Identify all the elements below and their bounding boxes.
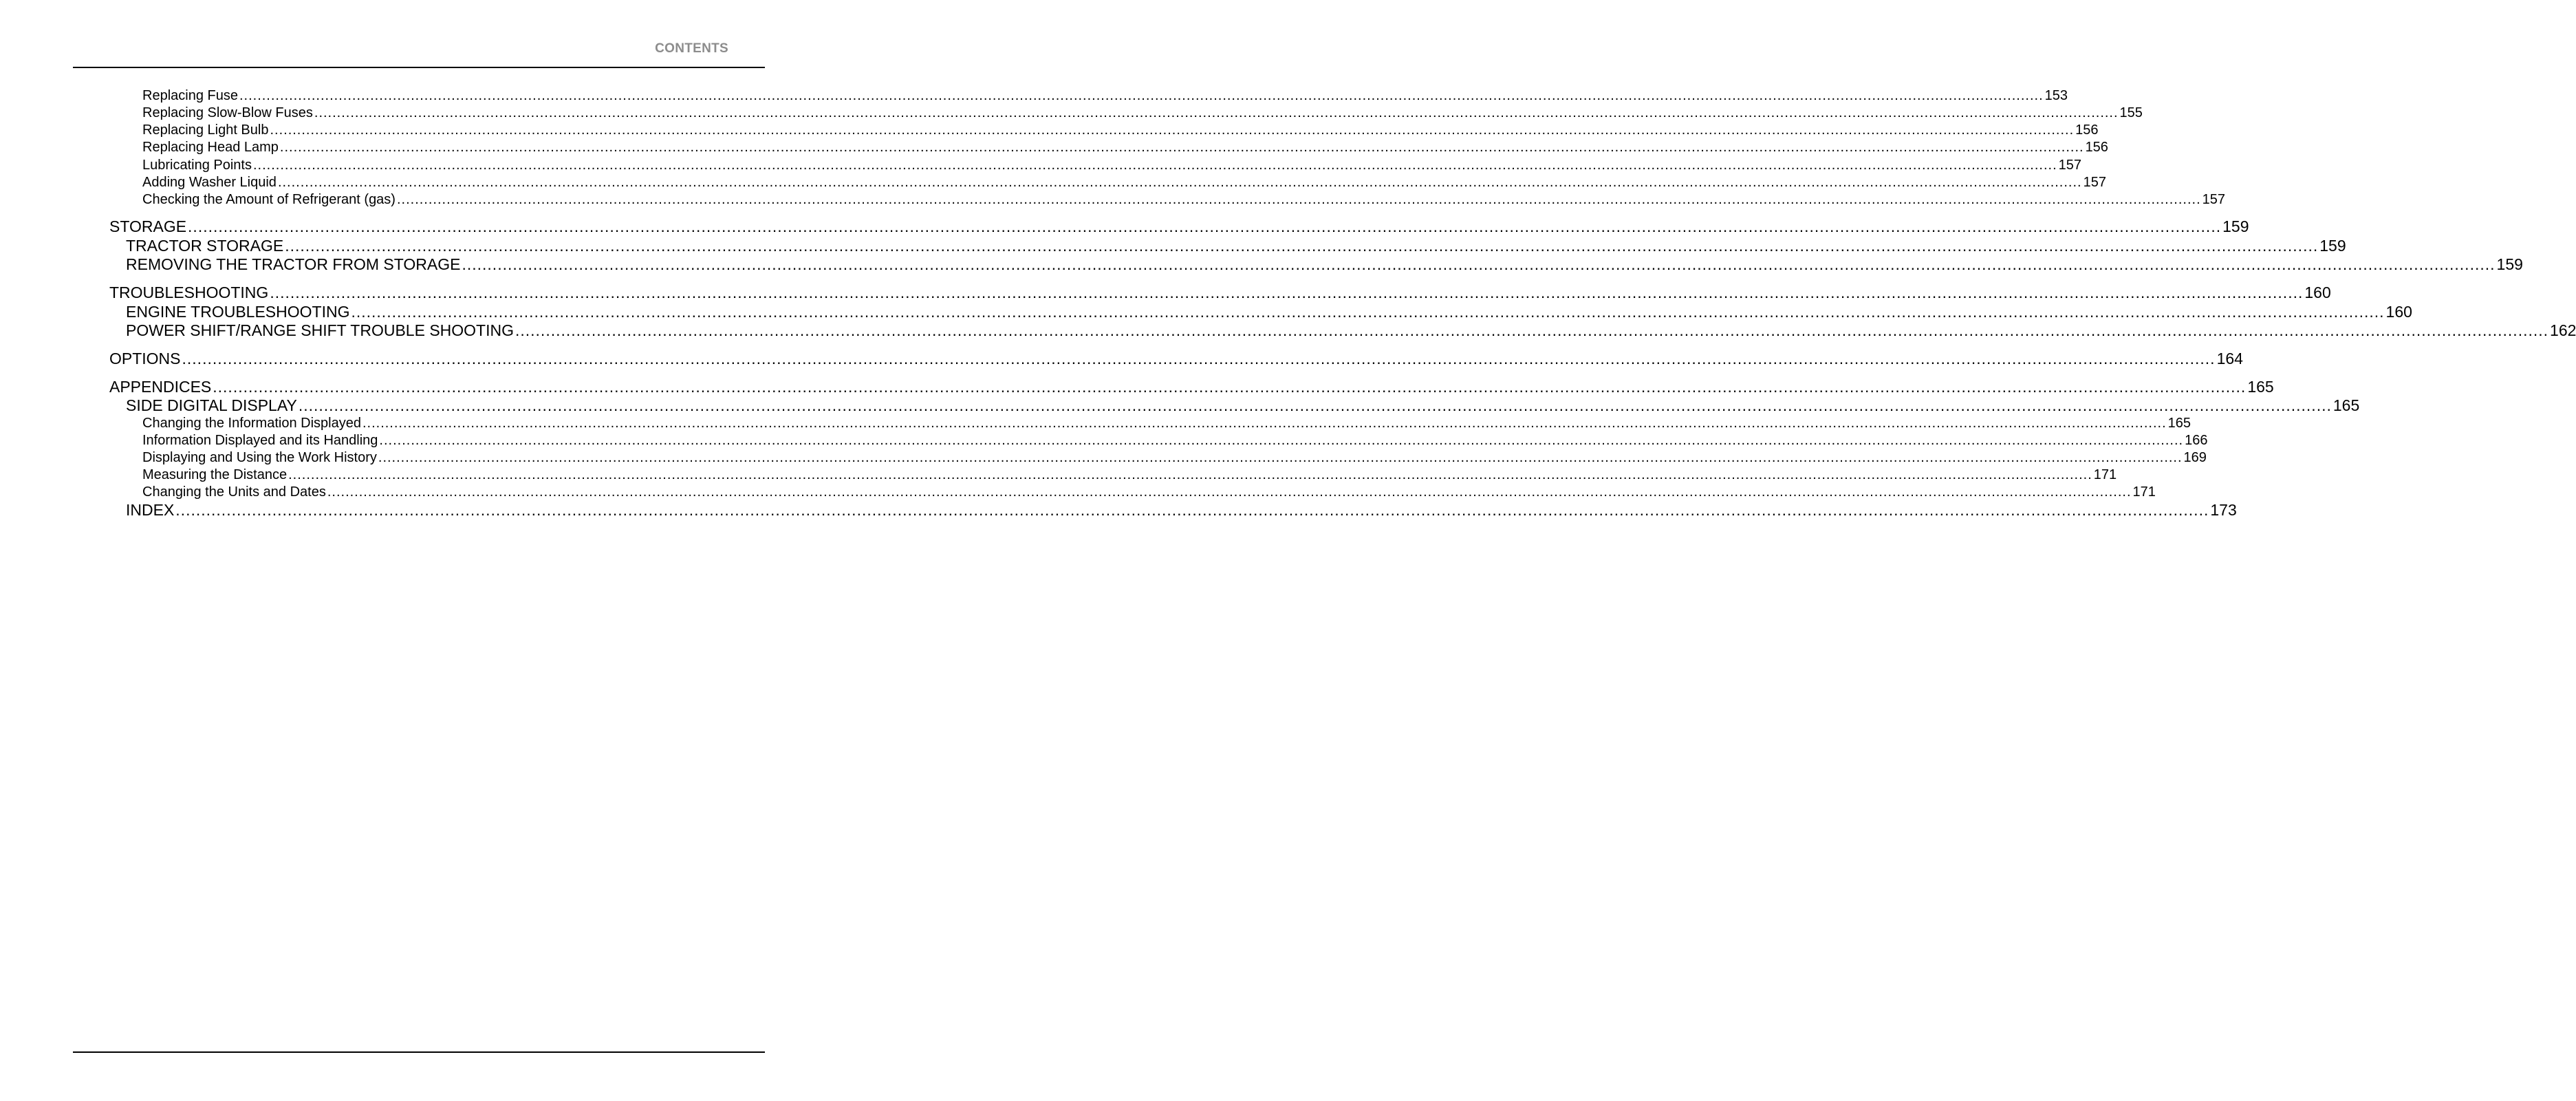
toc-entry-title: ENGINE TROUBLESHOOTING [126, 303, 350, 321]
toc-entry-page: 165 [2247, 378, 2274, 396]
toc-entry-page: 159 [2319, 237, 2346, 255]
toc-entry-title: TROUBLESHOOTING [109, 284, 269, 301]
toc-entry-title: INDEX [126, 501, 175, 519]
toc-leader-dots: ................................................................................................................................................................................................................................................................................................................................................................................................................ [252, 158, 2057, 173]
toc-entry-title: APPENDICES [109, 378, 212, 396]
toc-entry-title: Checking the Amount of Refrigerant (gas) [142, 192, 396, 207]
toc-entry[interactable] [142, 467, 2117, 483]
toc-entry-page: 171 [2093, 467, 2117, 482]
toc-entry-page: 156 [2085, 140, 2108, 155]
toc-leader-dots: ................................................................................................................................................................................................................................................................................................................................................................................................................ [288, 467, 2092, 482]
toc-leader-dots: ................................................................................................................................................................................................................................................................................................................................................................................................................ [213, 378, 2247, 396]
toc-entry-title: Changing the Information Displayed [142, 416, 361, 431]
toc-entry-page: 164 [2216, 350, 2243, 367]
toc-entry-page: 157 [2058, 158, 2082, 173]
toc-entry-title: Measuring the Distance [142, 467, 288, 482]
toc-entry-page: 162 [2550, 321, 2576, 339]
toc-entry-page: 165 [2333, 396, 2360, 414]
toc-entry-title: SIDE DIGITAL DISPLAY [126, 396, 297, 414]
toc-entry[interactable] [109, 217, 2249, 236]
toc-entry[interactable] [126, 255, 2523, 274]
toc-entry-page: 157 [2083, 175, 2106, 190]
toc-leader-dots: ................................................................................................................................................................................................................................................................................................................................................................................................................ [270, 122, 2075, 138]
toc-leader-dots: ................................................................................................................................................................................................................................................................................................................................................................................................................ [378, 450, 2183, 465]
toc-entry[interactable] [142, 88, 2068, 104]
toc-entry-title: OPTIONS [109, 350, 181, 367]
toc-entry-page: 171 [2132, 484, 2156, 500]
toc-entry-title: TRACTOR STORAGE [126, 237, 284, 255]
toc-leader-dots: ................................................................................................................................................................................................................................................................................................................................................................................................................ [362, 416, 2167, 431]
page-header-title: CONTENTS [655, 41, 728, 56]
toc-leader-dots: ................................................................................................................................................................................................................................................................................................................................................................................................................ [239, 88, 2044, 103]
toc-entry-title: Changing the Units and Dates [142, 484, 326, 500]
toc-leader-dots: ................................................................................................................................................................................................................................................................................................................................................................................................................ [182, 350, 2216, 367]
toc-entry-title: REMOVING THE TRACTOR FROM STORAGE [126, 255, 461, 273]
toc-entry[interactable] [126, 321, 2576, 340]
toc-entry-page: 153 [2044, 88, 2068, 103]
toc-leader-dots: ................................................................................................................................................................................................................................................................................................................................................................................................................ [277, 175, 2082, 190]
toc-entry-title: Displaying and Using the Work History [142, 450, 377, 465]
toc-entry-title: Replacing Head Lamp [142, 140, 279, 155]
toc-entry-title: Replacing Light Bulb [142, 122, 269, 138]
toc-leader-dots: ................................................................................................................................................................................................................................................................................................................................................................................................................ [379, 433, 2184, 448]
toc-entry-title: Information Displayed and its Handling [142, 433, 378, 448]
toc-entry-page: 173 [2210, 501, 2237, 519]
toc-leader-dots: ................................................................................................................................................................................................................................................................................................................................................................................................................ [327, 484, 2132, 500]
toc-entry-title: Adding Washer Liquid [142, 175, 277, 190]
toc-entry-page: 166 [2185, 433, 2208, 448]
toc-leader-dots: ................................................................................................................................................................................................................................................................................................................................................................................................................ [314, 105, 2119, 120]
toc-entry[interactable] [142, 433, 2208, 449]
toc-entry[interactable] [109, 378, 2274, 396]
toc-entry-page: 160 [2304, 284, 2331, 301]
toc-entry[interactable] [142, 192, 2225, 208]
toc-entry[interactable] [142, 105, 2143, 121]
footer-rule [73, 1051, 765, 1053]
toc-entry-title: Lubricating Points [142, 158, 252, 173]
toc-entry[interactable] [126, 501, 2237, 520]
toc-leader-dots: ................................................................................................................................................................................................................................................................................................................................................................................................................ [270, 284, 2304, 301]
toc-leader-dots: ................................................................................................................................................................................................................................................................................................................................................................................................................ [462, 255, 2496, 273]
toc-entry-title: Replacing Slow-Blow Fuses [142, 105, 313, 120]
toc-leader-dots: ................................................................................................................................................................................................................................................................................................................................................................................................................ [351, 303, 2385, 321]
toc-leader-dots: ................................................................................................................................................................................................................................................................................................................................................................................................................ [396, 192, 2201, 207]
toc-entry-page: 155 [2119, 105, 2143, 120]
toc-entry[interactable] [109, 284, 2331, 302]
toc-entry-page: 157 [2202, 192, 2225, 207]
toc-leader-dots: ................................................................................................................................................................................................................................................................................................................................................................................................................ [515, 321, 2549, 339]
toc-entry[interactable] [126, 303, 2412, 321]
toc-entry-page: 156 [2075, 122, 2099, 138]
toc-entry-page: 159 [2496, 255, 2523, 273]
header-rule [73, 67, 765, 68]
toc-entry-page: 160 [2385, 303, 2412, 321]
toc-leader-dots: ................................................................................................................................................................................................................................................................................................................................................................................................................ [175, 501, 2209, 519]
toc-entry-page: 159 [2222, 217, 2249, 235]
toc-entry[interactable] [126, 396, 2360, 415]
toc-entry[interactable] [142, 140, 2108, 156]
toc-entry[interactable] [126, 237, 2346, 255]
toc-entry-title: STORAGE [109, 217, 187, 235]
toc-entry[interactable] [142, 175, 2106, 191]
toc-leader-dots: ................................................................................................................................................................................................................................................................................................................................................................................................................ [188, 217, 2222, 235]
toc-entry[interactable] [142, 158, 2082, 173]
toc-entry[interactable] [109, 350, 2243, 368]
toc-entry-page: 169 [2183, 450, 2207, 465]
toc-entry-title: POWER SHIFT/RANGE SHIFT TROUBLE SHOOTING [126, 321, 514, 339]
toc-entry[interactable] [142, 122, 2099, 138]
toc-entry[interactable] [142, 416, 2191, 431]
toc-entry[interactable] [142, 450, 2207, 466]
toc-entry-page: 165 [2167, 416, 2191, 431]
toc-leader-dots: ................................................................................................................................................................................................................................................................................................................................................................................................................ [298, 396, 2332, 414]
toc-leader-dots: ................................................................................................................................................................................................................................................................................................................................................................................................................ [279, 140, 2084, 155]
toc-entry[interactable] [142, 484, 2156, 500]
toc-leader-dots: ................................................................................................................................................................................................................................................................................................................................................................................................................ [285, 237, 2319, 255]
toc-entry-title: Replacing Fuse [142, 88, 238, 103]
